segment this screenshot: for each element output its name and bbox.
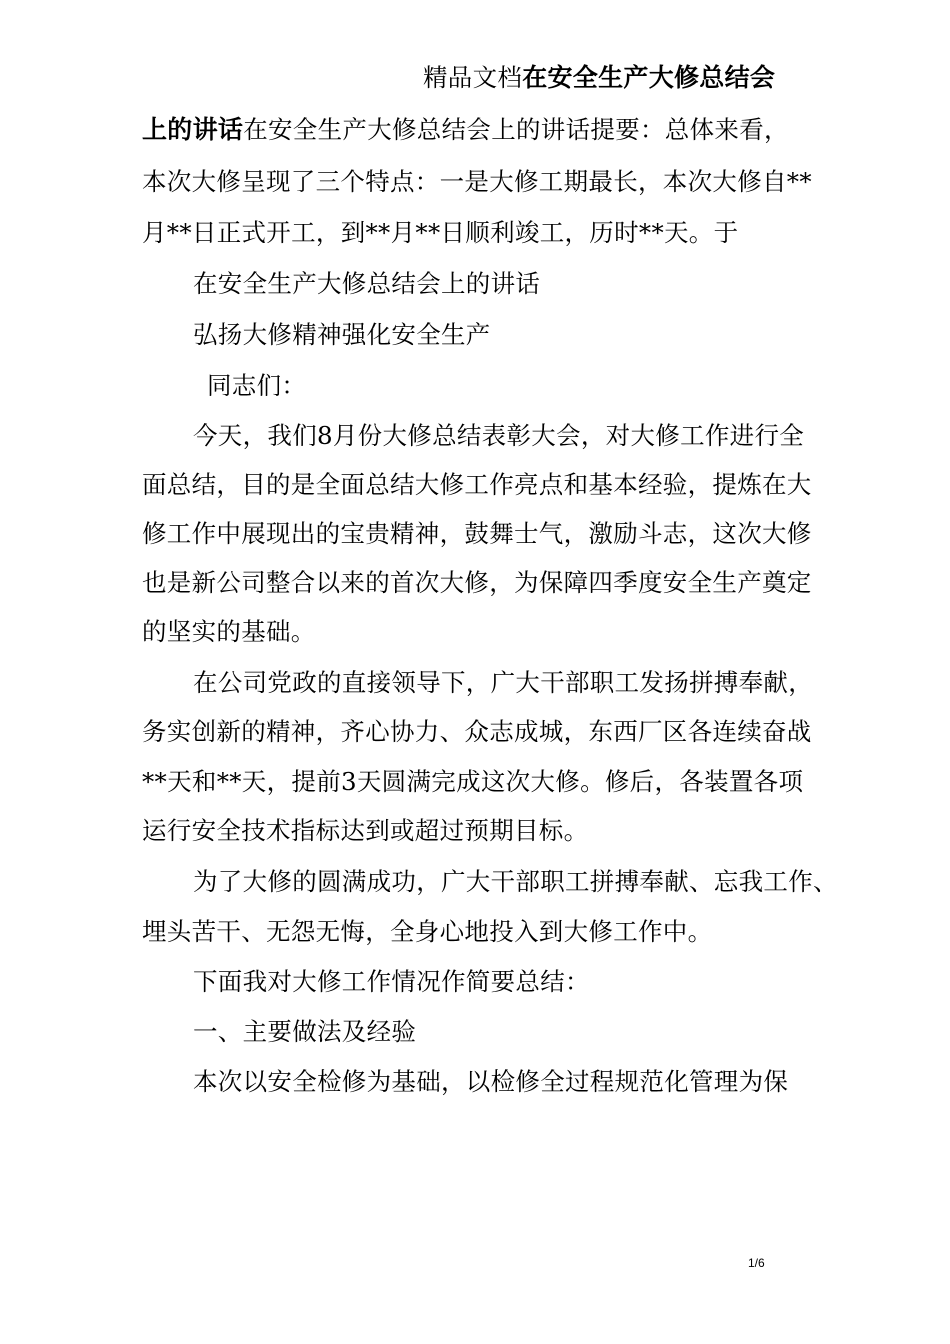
- header-line: [423, 63, 775, 93]
- page-number: 1/6: [748, 1256, 765, 1270]
- header-tag: 精品文档: [423, 63, 523, 92]
- speech-title: 在安全生产大修总结会上的讲话: [193, 269, 541, 298]
- document-title-part1: 在安全生产大修总结会: [522, 63, 776, 92]
- body-line: 的坚实的基础。: [142, 617, 316, 646]
- body-line: 埋头苦干、无怨无悔，全身心地投入到大修工作中。: [142, 917, 713, 946]
- body-line: 也是新公司整合以来的首次大修，为保障四季度安全生产奠定: [142, 568, 812, 597]
- body-line: 修工作中展现出的宝贵精神，鼓舞士气，激励斗志，这次大修: [142, 519, 812, 548]
- body-line: 面总结，目的是全面总结大修工作亮点和基本经验，提炼在大: [142, 470, 812, 499]
- body-line: **天和**天，提前3天圆满完成这次大修。修后，各装置各项: [142, 767, 804, 796]
- document-title-part2: 上的讲话: [142, 115, 244, 144]
- speech-subtitle: 弘扬大修精神强化安全生产: [193, 320, 491, 349]
- body-line: 本次以安全检修为基础，以检修全过程规范化管理为保: [193, 1067, 789, 1096]
- summary-line-2: 本次大修呈现了三个特点：一是大修工期最长，本次大修自**: [142, 167, 812, 196]
- body-line: 为了大修的圆满成功，广大干部职工拼搏奉献、忘我工作、: [193, 867, 838, 896]
- body-line: 运行安全技术指标达到或超过预期目标。: [142, 816, 589, 845]
- body-line: 在公司党政的直接领导下，广大干部职工发扬拼搏奉献，: [193, 668, 813, 697]
- greeting: 同志们：: [207, 371, 307, 400]
- body-line: 务实创新的精神，齐心协力、众志成城，东西厂区各连续奋战: [142, 717, 812, 746]
- body-line: 今天，我们8月份大修总结表彰大会，对大修工作进行全: [193, 421, 805, 450]
- title-continuation-line: [142, 115, 789, 145]
- summary-line-3: 月**日正式开工，到**月**日顺利竣工，历时**天。于: [142, 218, 739, 247]
- summary-line-1: 在安全生产大修总结会上的讲话提要：总体来看，: [243, 115, 789, 144]
- section-heading: 一、主要做法及经验: [193, 1017, 417, 1046]
- body-line: 下面我对大修工作情况作简要总结：: [193, 967, 590, 996]
